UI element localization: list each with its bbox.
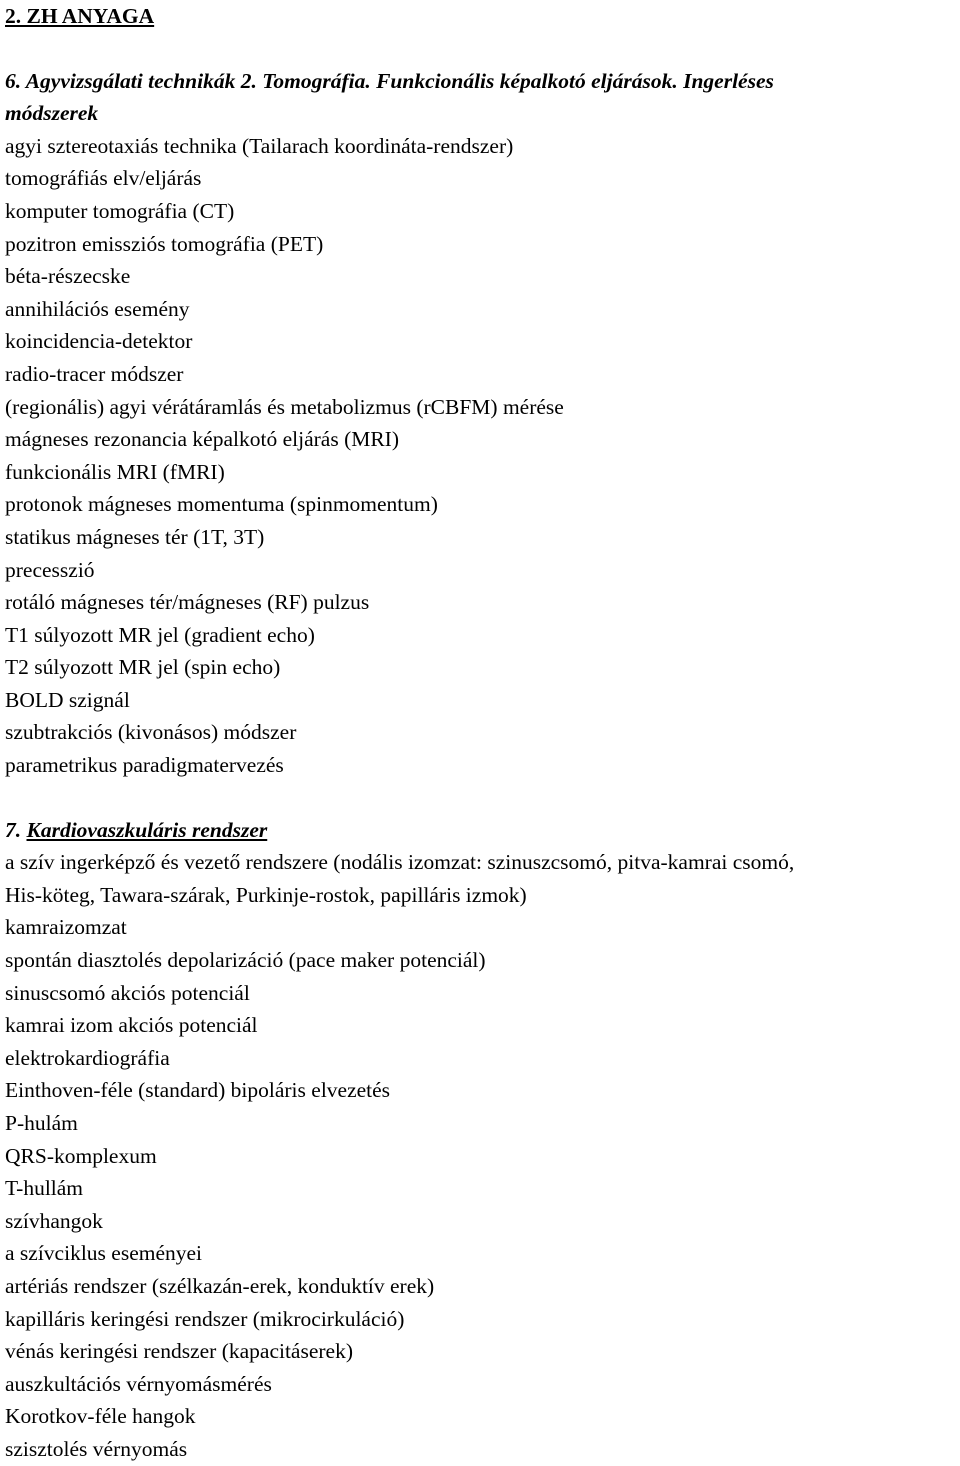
list-item: mágneses rezonancia képalkotó eljárás (MRI) [5,427,400,452]
spacer [5,33,957,65]
list-item: P-hulám [5,1111,78,1135]
list-item: tomográfiás elv/eljárás [5,166,202,191]
list-item: béta-részecske [5,264,131,289]
section-6 [5,65,957,782]
list-item: sinuscsomó akciós potenciál [5,980,250,1005]
list-item: koincidencia-detektor [5,329,193,354]
section-7-title-text: Kardiovaszkuláris rendszer [26,817,268,842]
list-item: kamraizomzat [5,915,127,940]
list-item: BOLD szignál [5,687,130,712]
list-item: funkcionális MRI (fMRI) [5,459,225,484]
list-item: szívhangok [5,1208,103,1233]
list-item: szisztolés vérnyomás [5,1436,188,1461]
list-item: artériás rendszer (szélkazán-erek, konduktív erek) [5,1273,435,1298]
list-item: (regionális) agyi vérátáramlás és metabolizmus (rCBFM) mérése [5,394,564,419]
list-item: komputer tomográfia (CT) [5,198,235,223]
section-6-title [5,65,957,98]
section-6-number: 6. [5,68,22,93]
section-6-title-line1: Agyvizsgálati technikák 2. Tomográfia. Funkcionális képalkotó eljárások. Ingerléses [25,68,774,93]
list-item: parametrikus paradigmatervezés [5,753,284,778]
page-heading: 2. ZH ANYAGA [5,4,155,28]
list-item: agyi sztereotaxiás technika (Tailarach koordináta-rendszer) [5,133,514,158]
list-item: a szívciklus eseményei [5,1241,203,1266]
list-item: T1 súlyozott MR jel (gradient echo) [5,622,315,647]
section-6-list [5,130,957,782]
list-item: auszkultációs vérnyomásmérés [5,1371,272,1396]
section-6-title-line2: módszerek [5,101,99,126]
section-7-list [5,846,957,1465]
spacer [5,782,957,814]
list-item: QRS-komplexum [5,1143,157,1168]
list-item: Korotkov-féle hangok [5,1404,196,1429]
list-item: Einthoven-féle (standard) bipoláris elvezetés [5,1078,391,1103]
section-7 [5,814,957,1466]
section-7-number: 7. [5,817,22,842]
list-item: szubtrakciós (kivonásos) módszer [5,720,297,745]
list-item: elektrokardiográfia [5,1045,170,1070]
list-item: kamrai izom akciós potenciál [5,1013,258,1038]
list-item: spontán diasztolés depolarizáció (pace maker potenciál) [5,948,486,973]
list-item: a szív ingerképző és vezető rendszere (nodális izomzat: szinuszcsomó, pitva-kamrai csomó, [5,850,795,875]
list-item: annihilációs esemény [5,296,190,321]
list-item: His-köteg, Tawara-szárak, Purkinje-rostok, papilláris izmok) [5,882,527,907]
list-item: T-hullám [5,1176,84,1201]
list-item: vénás keringési rendszer (kapacitáserek) [5,1339,353,1364]
list-item: precesszió [5,557,95,582]
document [5,0,957,1466]
list-item: kapilláris keringési rendszer (mikrocirkuláció) [5,1306,405,1331]
list-item: radio-tracer módszer [5,361,184,386]
list-item: statikus mágneses tér (1T, 3T) [5,524,265,549]
list-item: protonok mágneses momentuma (spinmomentum) [5,492,438,517]
list-item: rotáló mágneses tér/mágneses (RF) pulzus [5,590,370,615]
list-item: T2 súlyozott MR jel (spin echo) [5,655,281,680]
list-item: pozitron emissziós tomográfia (PET) [5,231,324,256]
section-7-title [5,814,957,847]
